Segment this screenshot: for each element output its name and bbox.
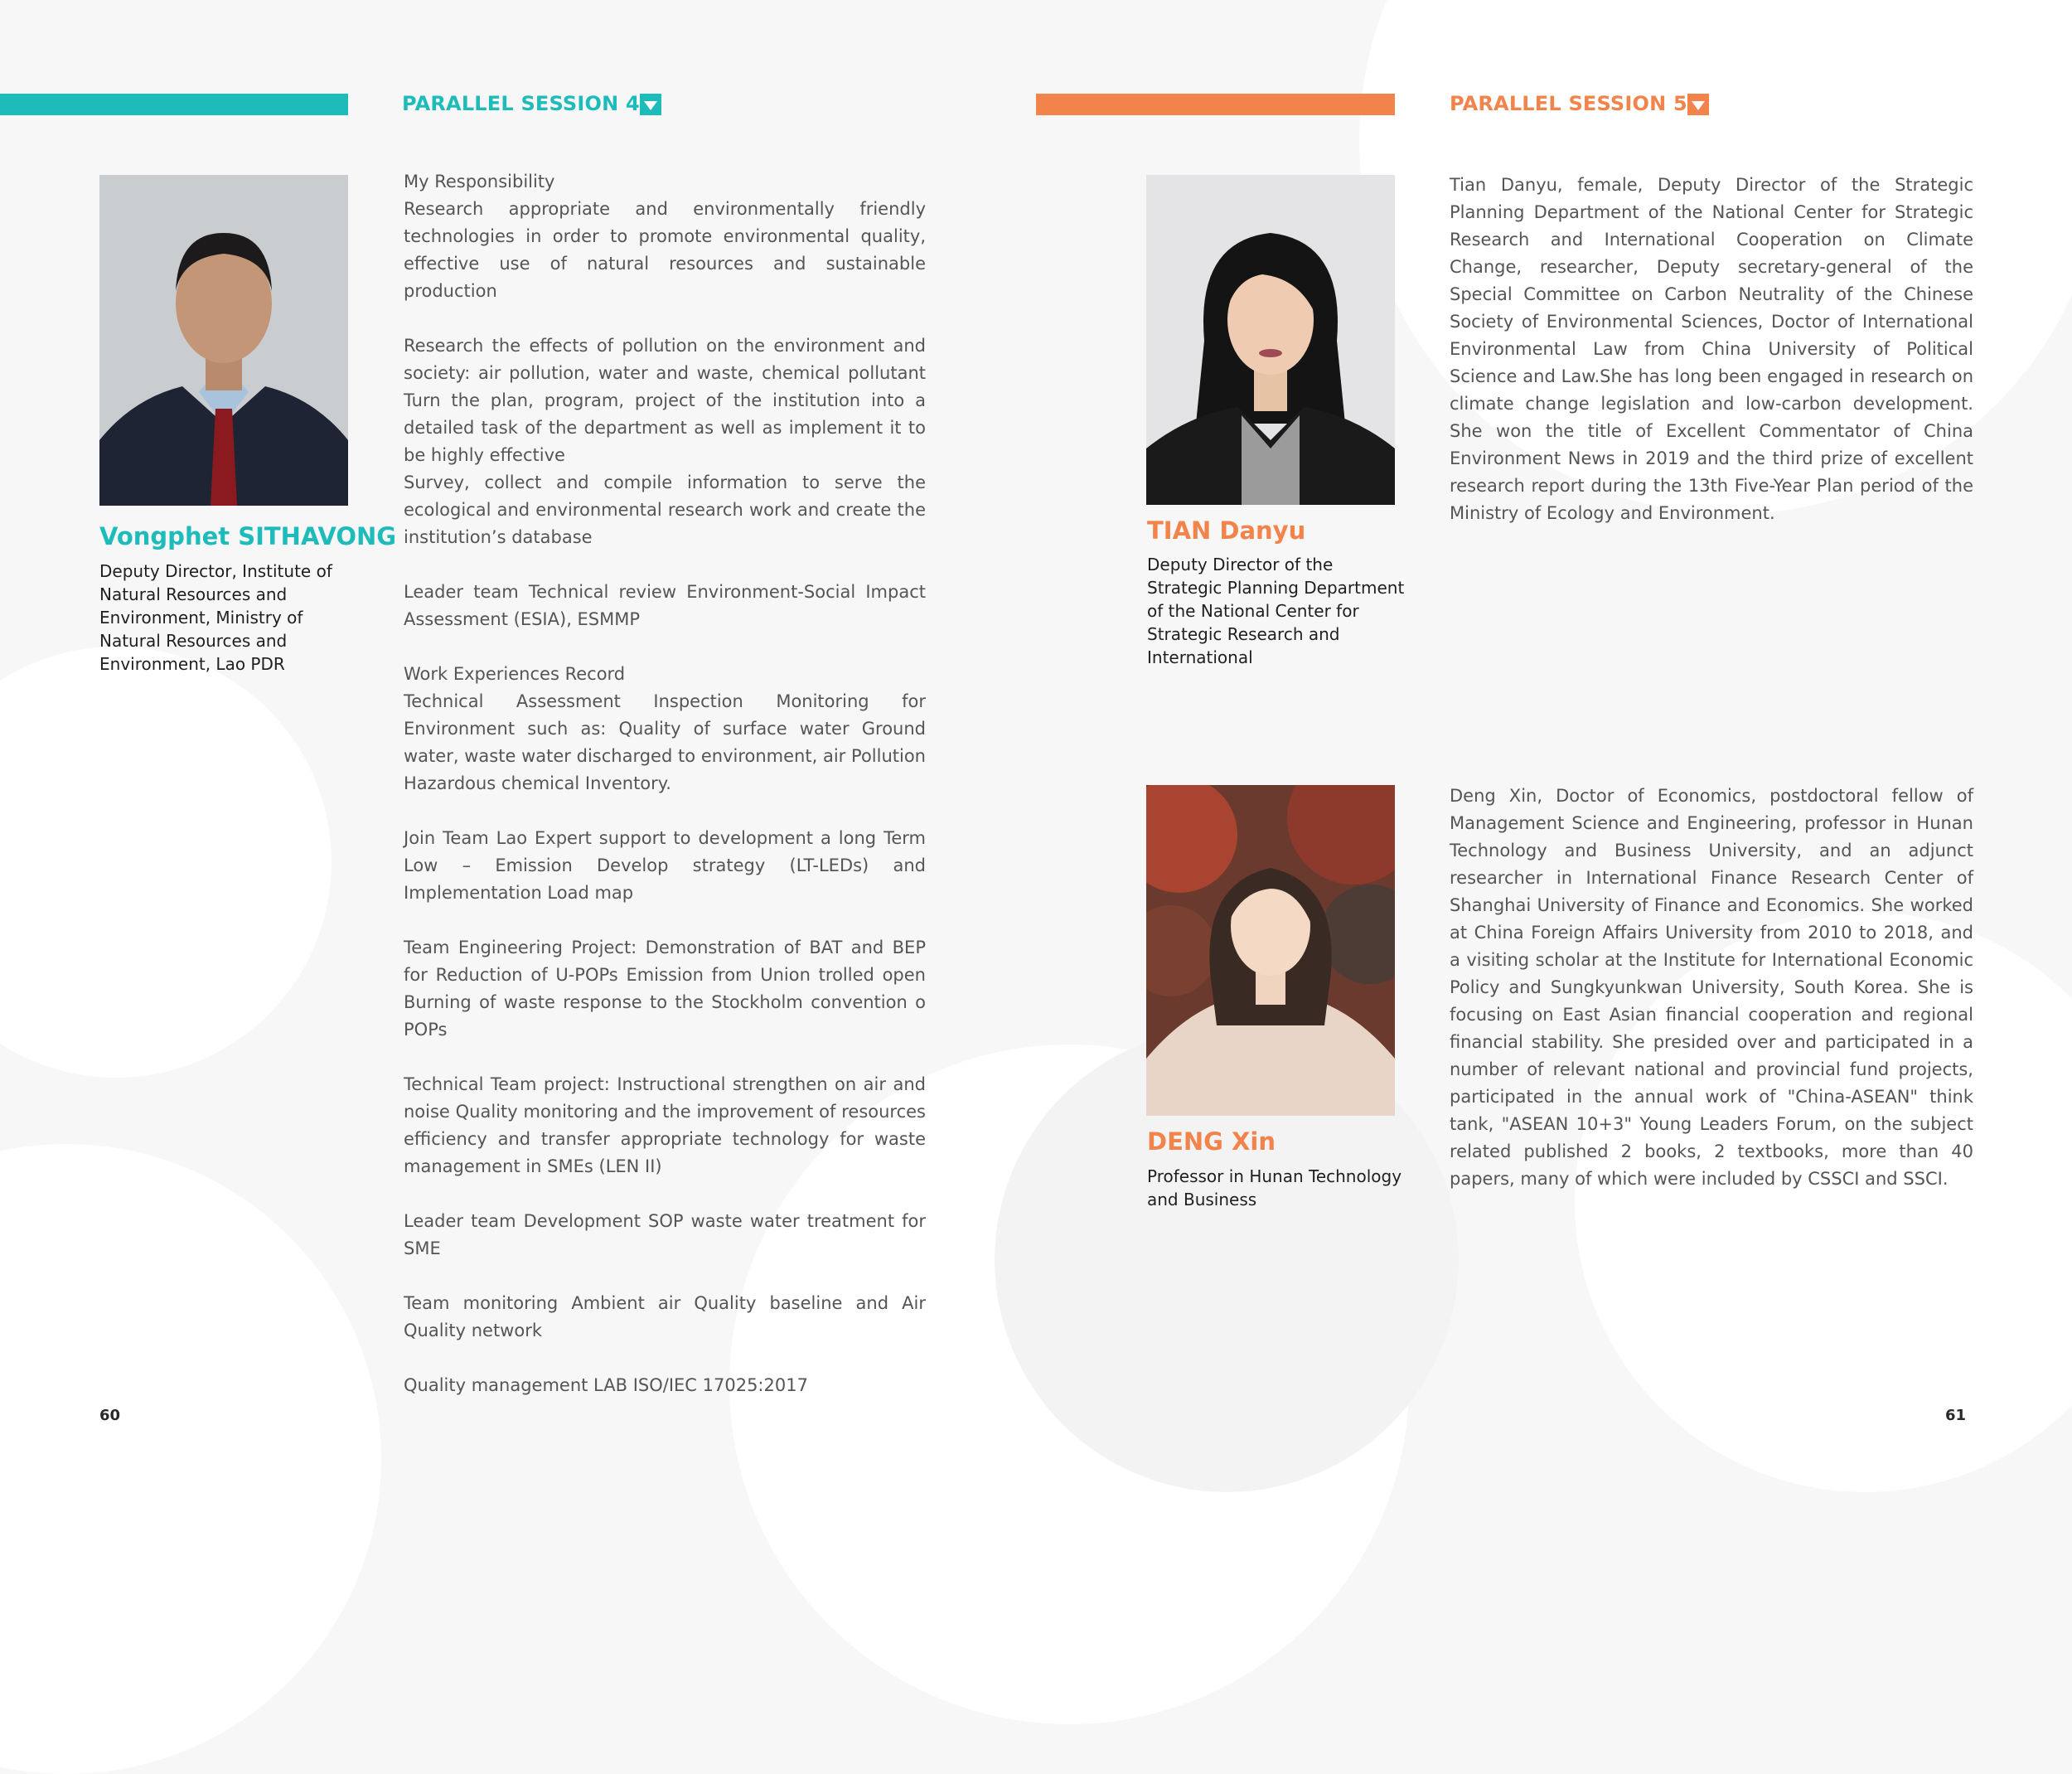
- speaker-name: TIAN Danyu: [1147, 516, 1306, 545]
- triangle-down-icon: [1687, 94, 1709, 115]
- session-4-title: PARALLEL SESSION 4: [402, 92, 640, 115]
- bio-paragraph: Join Team Lao Expert support to development a long Term Low – Emission Develop strategy (LT-LEDs) and Implementation Load map: [404, 828, 926, 903]
- speaker-photo-deng-xin: [1146, 785, 1395, 1116]
- bio-paragraph: Technical Assessment Inspection Monitoring for Environment such as: Quality of surface water Ground water, waste water discharged to environment, air Pollution Hazardous chemical Inventory.: [404, 691, 926, 793]
- bio-paragraph: Research appropriate and environmentally friendly technologies in order to promote environmental quality, effective use of natural resources and sustainable production: [404, 199, 926, 301]
- bio-paragraph: Technical Team project: Instructional strengthen on air and noise Quality monitoring and the improvement of resources efficiency and transfer appropriate technology for waste management in SMEs (LEN II): [404, 1074, 926, 1176]
- speaker-bio-text: Deng Xin, Doctor of Economics, postdoctoral fellow of Management Science and Engineering, professor in Hunan Technology and Business University, and an adjunct researcher in International Finance Research Center of Shanghai University of Finance and Economics. She worked at China Foreign Affairs University from 2010 to 2018, and a visiting scholar at the Institute for International Economic Policy and Sungkyunkwan University, South Korea. She is focusing on East Asian financial cooperation and regional financial stability. She presided over and participated in a number of relevant national and provincial fund projects, participated in the annual work of "China-ASEAN" think tank, "ASEAN 10+3" Young Leaders Forum, on the subject related published 2 books, 2 textbooks, more than 40 papers, many of which were included by CSSCI and SSCI.: [1450, 786, 1973, 1189]
- speaker-bio-text: Tian Danyu, female, Deputy Director of the Strategic Planning Department of the National Center for Strategic Research and International Cooperation on Climate Change, researcher, Deputy secretary-general of the Special Committee on Carbon Neutrality of the Chinese Society of Environmental Sciences, Doctor of International Environmental Law from China University of Political Science and Law.She has long been engaged in research on climate change legislation and low-carbon development. She won the title of Excellent Commentator of China Environment News in 2019 and the third prize of excellent research report during the 13th Five-Year Plan period of the Ministry of Ecology and Environment.: [1450, 175, 1973, 523]
- bio-paragraph: Research the effects of pollution on the environment and society: air pollution, water and waste, chemical pollutant Turn the plan, program, project of the institution into a detailed task of the department as well as implement it to be highly effective: [404, 336, 926, 465]
- speaker-role: Deputy Director of the Strategic Planning Department of the National Center for Strategic Research and International: [1147, 555, 1405, 667]
- bio-paragraph: Work Experiences Record: [404, 664, 626, 684]
- speaker-photo-vongphet: [99, 175, 348, 506]
- session-5-color-bar: [1036, 94, 1395, 115]
- speaker-role: Professor in Hunan Technology and Business: [1147, 1166, 1402, 1209]
- bio-paragraph: Leader team Development SOP waste water treatment for SME: [404, 1211, 926, 1258]
- triangle-down-icon: [640, 94, 661, 115]
- bio-paragraph: Team monitoring Ambient air Quality baseline and Air Quality network: [404, 1293, 926, 1340]
- page-number: 61: [1945, 1407, 1967, 1424]
- speaker-role: Deputy Director, Institute of Natural Resources and Environment, Ministry of Natural Resources and Environment, Lao PDR: [99, 561, 332, 674]
- bio-paragraph: My Responsibility: [404, 172, 555, 191]
- background-circle: [0, 647, 332, 1078]
- speaker-bio-text: [404, 168, 926, 1399]
- bio-paragraph: Leader team Technical review Environment-Social Impact Assessment (ESIA), ESMMP: [404, 582, 926, 629]
- bio-paragraph: Team Engineering Project: Demonstration of BAT and BEP for Reduction of U-POPs Emission from Union trolled open Burning of waste response to the Stockholm convention o POPs: [404, 938, 926, 1040]
- page-number: 60: [99, 1407, 121, 1424]
- background-circle: [0, 1144, 381, 1774]
- bio-paragraph: Survey, collect and compile information to serve the ecological and environmental research work and create the institution’s database: [404, 473, 926, 547]
- session-4-color-bar: [0, 94, 348, 115]
- bio-paragraph: Quality management LAB ISO/IEC 17025:2017: [404, 1375, 808, 1395]
- speaker-name: DENG Xin: [1147, 1127, 1276, 1156]
- speaker-name: Vongphet SITHAVONG: [99, 522, 397, 550]
- speaker-photo-tian-danyu: [1146, 175, 1395, 505]
- session-5-title: PARALLEL SESSION 5: [1450, 92, 1687, 115]
